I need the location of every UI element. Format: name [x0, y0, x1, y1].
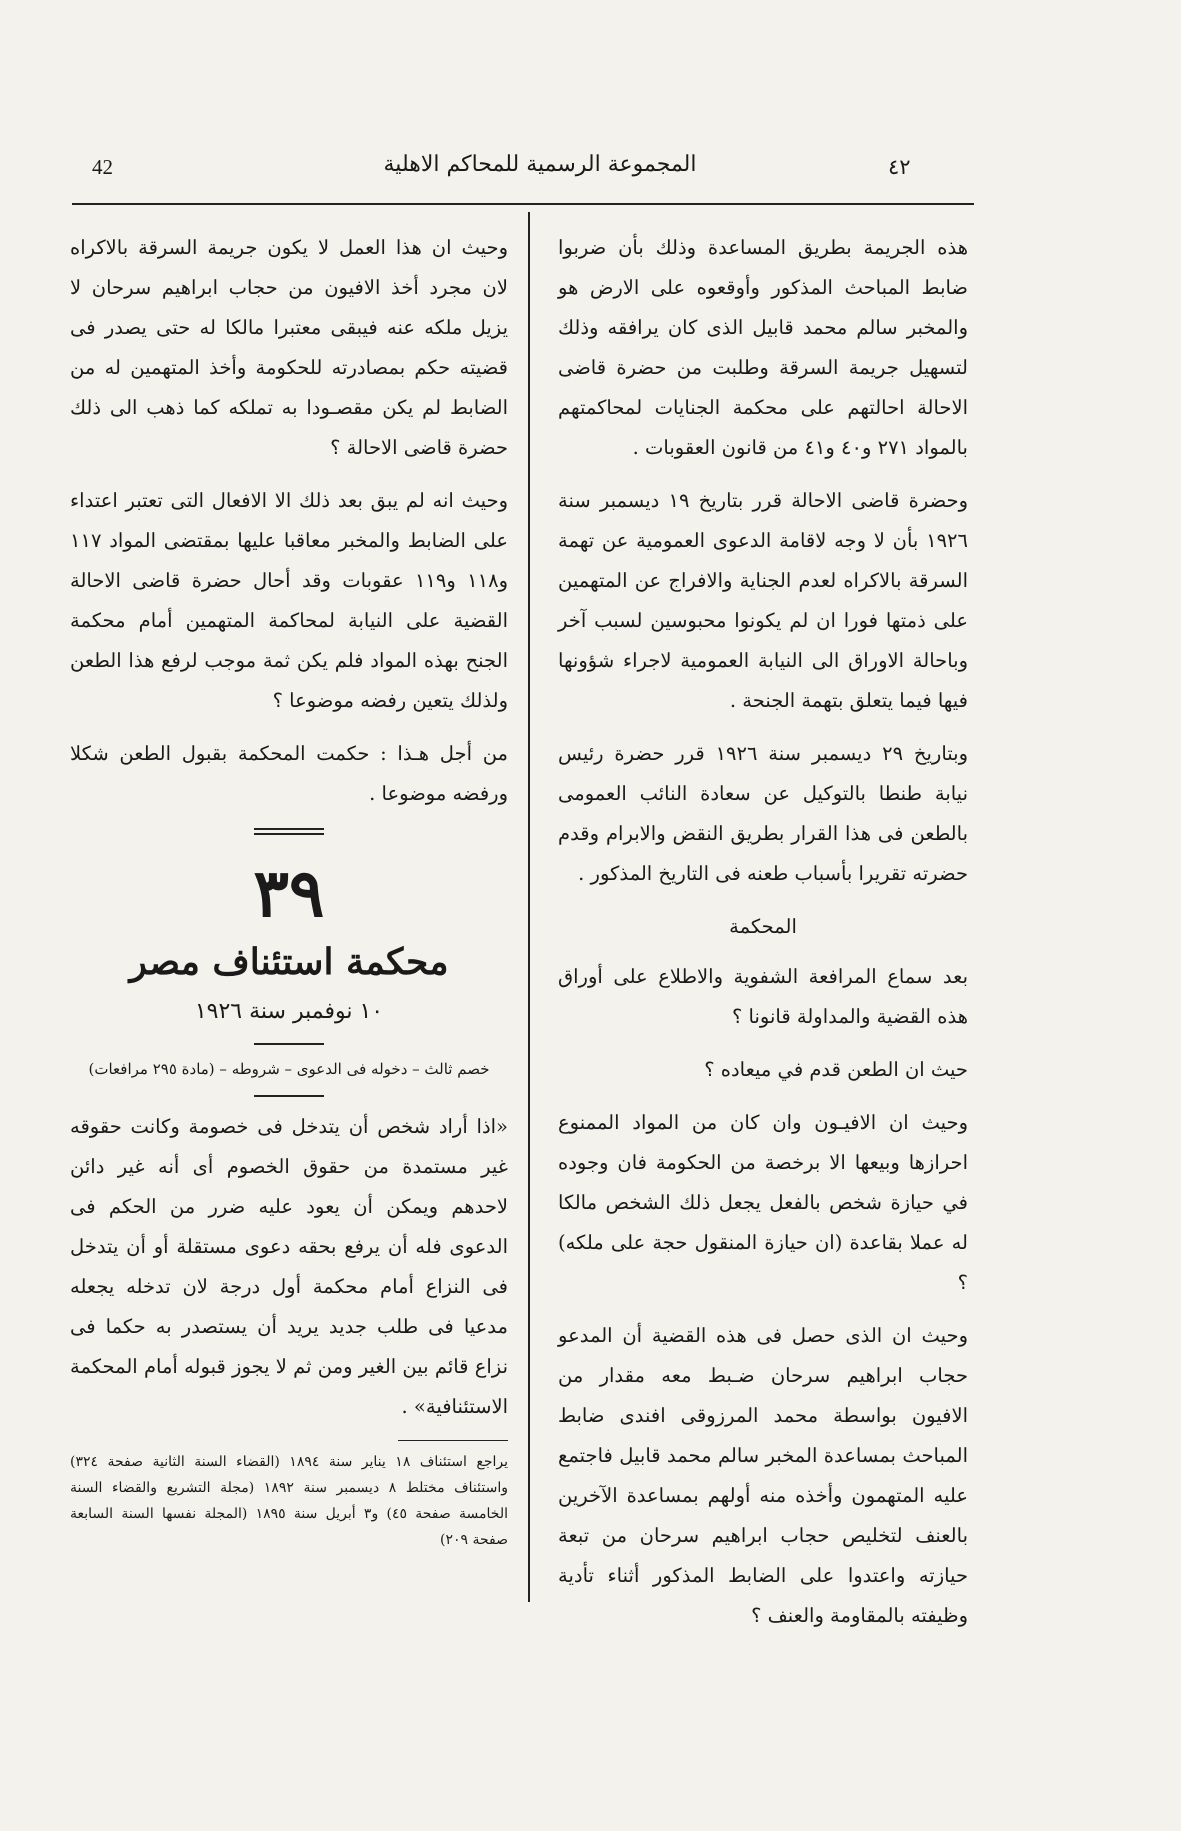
- footnote-rule: [398, 1440, 508, 1441]
- page-number-arabic: ٤٢: [888, 155, 911, 179]
- paragraph: وحيث انه لم يبق بعد ذلك الا الافعال التى تعتبر اعتداء على الضابط والمخبر معاقبا عليها بمقتضى المواد ١١٧ و١١٨ و١١٩ عقوبات وقد أحال حضرة قاضى الاحالة القضية على النيابة لمحاكمة المتهمين أمام محكمة الجنح بهذه المواد فلم يكن ثمة موجب لرفع هذا الطعن ولذلك يتعين رفضه موضوعا ؟: [70, 489, 508, 712]
- section-separator: [254, 828, 324, 835]
- case-keywords: خصم ثالث – دخوله فى الدعوى – شروطه – (مادة ٢٩٥ مرافعات): [88, 1060, 490, 1078]
- case-number: ٣٩: [253, 854, 325, 932]
- paragraph: هذه الجريمة بطريق المساعدة وذلك بأن ضربوا ضابط المباحث المذكور وأوقعوه على الارض هو والمخبر سالم محمد قابيل الذى كان يرافقه وذلك لتسهيل جريمة السرقة وطلبت من حضرة قاضى الاحالة احالتهم على محكمة الجنايات لمحاكمتهم بالمواد ٢٧١ و٤٠ و٤١ من قانون العقوبات .: [558, 236, 968, 459]
- column-divider: [528, 212, 530, 1602]
- paragraph: وحيث ان الافيـون وان كان من المواد الممنوع احرازها وبيعها الا برخصة من الحكومة فان وجوده في حيازة شخص بالفعل يجعل ذلك الشخص مالكا له عملا بقاعدة (ان حيازة المنقول حجة على ملكه) ؟: [558, 1111, 968, 1294]
- section-heading: المحكمة: [729, 915, 797, 938]
- paragraph: من أجل هـذا : حكمت المحكمة بقبول الطعن شكلا ورفضه موضوعا .: [70, 742, 508, 805]
- paragraph: وحضرة قاضى الاحالة قرر بتاريخ ١٩ ديسمبر سنة ١٩٢٦ بأن لا وجه لاقامة الدعوى العمومية عن تهمة السرقة بالاكراه لعدم الجناية والافراج عن المتهمين على ذمتها فورا ان لم يكونوا محبوسين لسبب آخر وباحالة الاوراق الى النيابة العمومية لاجراء شؤونها فيها فيما يتعلق بتهمة الجنحة .: [558, 489, 968, 712]
- running-title: المجموعة الرسمية للمحاكم الاهلية: [383, 152, 697, 177]
- court-name: محكمة استئناف مصر: [129, 941, 449, 983]
- footnote: يراجع استئناف ١٨ يناير سنة ١٨٩٤ (القضاء السنة الثانية صفحة ٣٢٤) واستئناف مختلط ٨ ديسمبر سنة ١٨٩٢ (مجلة التشريع والقضاء السنة الخامسة صفحة ٤٥) و٣ أبريل سنة ١٨٩٥ (المجلة نفسها السنة السابعة صفحة ٢٠٩): [70, 1454, 508, 1548]
- header-rule: [72, 203, 974, 205]
- headnote: «اذا أراد شخص أن يتدخل فى خصومة وكانت حقوقه غير مستمدة من حقوق الخصوم أى أنه غير دائن لاحدهم ويمكن أن يعود عليه ضرر من الحكم فى الدعوى فله أن يرفع بحقه دعوى مستقلة أو أن يتدخل فى النزاع أمام محكمة أول درجة لان تدخله يجعله مدعيا فى طلب جديد يريد أن يستصدر به حكما فى نزاع قائم بين الغير ومن ثم لا يجوز قبوله أمام المحكمة الاستئنافية» .: [70, 1115, 508, 1418]
- divider: [254, 1043, 324, 1045]
- paragraph: وحيث ان الذى حصل فى هذه القضية أن المدعو حجاب ابراهيم سرحان ضـبط معه مقدار من الافيون بواسطة محمد المرزوقى افندى ضابط المباحث بمساعدة المخبر سالم محمد قابيل فاجتمع عليه المتهمون وأخذه منه أولهم بمساعدة الآخرين بالعنف لتخليص حجاب ابراهيم سرحان من تبعة حيازته واعتدوا على الضابط المذكور أثناء تأدية وظيفته بالمقاومة والعنف ؟: [558, 1324, 968, 1627]
- paragraph: وبتاريخ ٢٩ ديسمبر سنة ١٩٢٦ قرر حضرة رئيس نيابة طنطا بالتوكيل عن سعادة النائب العمومى بالطعن فى هذا القرار بطريق النقض والابرام وقدم حضرته تقريرا بأسباب طعنه فى التاريخ المذكور .: [558, 742, 969, 885]
- left-column: [70, 228, 508, 1553]
- case-date: ١٠ نوفمبر سنة ١٩٢٦: [194, 999, 384, 1024]
- paragraph: بعد سماع المرافعة الشفوية والاطلاع على أوراق هذه القضية والمداولة قانونا ؟: [558, 965, 968, 1028]
- page-number-latin: 42: [92, 155, 113, 179]
- paragraph: وحيث ان هذا العمل لا يكون جريمة السرقة بالاكراه لان مجرد أخذ الافيون من حجاب ابراهيم سرحان لا يزيل ملكه عنه فيبقى معتبرا مالكا له حتى يصدر فى قضيته حكم بمصادرته للحكومة وأخذ المتهمين له من الضابط لم يكن مقصـودا به تملكه كما ذهب الى ذلك حضرة قاضى الاحالة ؟: [70, 236, 508, 459]
- divider: [254, 1095, 324, 1097]
- paragraph: حيث ان الطعن قدم في ميعاده ؟: [704, 1058, 968, 1081]
- right-column: [558, 228, 968, 1649]
